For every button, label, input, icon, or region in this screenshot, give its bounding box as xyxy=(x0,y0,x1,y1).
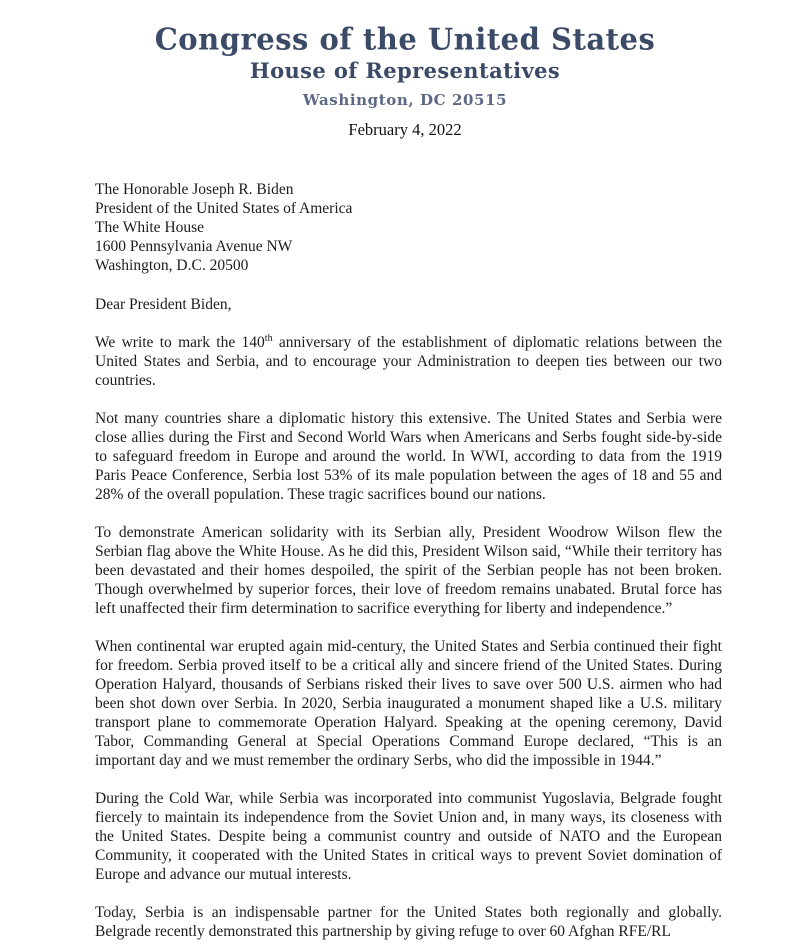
paragraph-3: To demonstrate American solidarity with its Serbian ally, President Woodrow Wilson flew the Serbian flag above the White House. As he did this, President Wilson said, “While their territory has been devastated and their homes despoiled, the spirit of the Serbian people has not been broken. Though overwhelmed by superior forces, their love of freedom remains unabated. Brutal force has left unaffected their firm determination to sacrifice everything for liberty and independence.” xyxy=(95,524,722,617)
paragraph-1 xyxy=(95,333,722,390)
recipient-title: President of the United States of America xyxy=(95,200,353,217)
paragraph-5: During the Cold War, while Serbia was incorporated into communist Yugoslavia, Belgrade fought fiercely to maintain its independence from the Soviet Union and, in many ways, its closeness with the United States. Despite being a communist country and outside of NATO and the European Community, it cooperated with the United States in critical ways to prevent Soviet domination of Europe and advance our mutual interests. xyxy=(95,790,722,883)
paragraph-1-text-before: We write to mark the 140 xyxy=(95,334,265,351)
letter-body xyxy=(0,180,810,941)
paragraph-1-ordinal-superscript: th xyxy=(264,332,273,344)
letter-date: February 4, 2022 xyxy=(348,120,462,139)
letterhead-house-line: House of Representatives xyxy=(249,58,561,83)
paragraph-4: When continental war erupted again mid-century, the United States and Serbia continued their fight for freedom. Serbia proved itself to be a critical ally and sincere friend of the United States. During Operation Halyard, thousands of Serbians risked their lives to save over 500 U.S. airmen who had been shot down over Serbia. In 2020, Serbia inaugurated a monument shaped like a U.S. military transport plane to commemorate Operation Halyard. Speaking at the opening ceremony, David Tabor, Commanding General at Special Operations Command Europe declared, “This is an important day and we must remember the ordinary Serbs, who did the impossible in 1944.” xyxy=(95,638,722,769)
paragraph-2: Not many countries share a diplomatic history this extensive. The United States and Serbia were close allies during the First and Second World Wars when Americans and Serbs fought side-by-side to safeguard freedom in Europe and around the world. In WWI, according to data from the 1919 Paris Peace Conference, Serbia lost 53% of its male population between the ages of 18 and 55 and 28% of the overall population. These tragic sacrifices bound our nations. xyxy=(95,410,722,503)
recipient-city: Washington, D.C. 20500 xyxy=(95,257,249,274)
letterhead-city-line: Washington, DC 20515 xyxy=(302,91,508,109)
recipient-residence: The White House xyxy=(95,219,205,236)
letterhead-congress-line: Congress of the United States xyxy=(154,21,656,57)
paragraph-1-text-after: anniversary of the establishment of diplomatic relations between the United States and Serbia, and to encourage your Administration to deepen ties between our two countries. xyxy=(95,334,722,389)
salutation: Dear President Biden, xyxy=(95,296,232,313)
recipient-street: 1600 Pennsylvania Avenue NW xyxy=(95,238,293,255)
letterhead xyxy=(0,0,810,140)
paragraph-6: Today, Serbia is an indispensable partner for the United States both regionally and globally. Belgrade recently demonstrated this partnership by giving refuge to over 60 Afghan RFE/RL xyxy=(95,904,722,940)
recipient-name: The Honorable Joseph R. Biden xyxy=(95,181,294,198)
recipient-address-block xyxy=(95,180,722,275)
